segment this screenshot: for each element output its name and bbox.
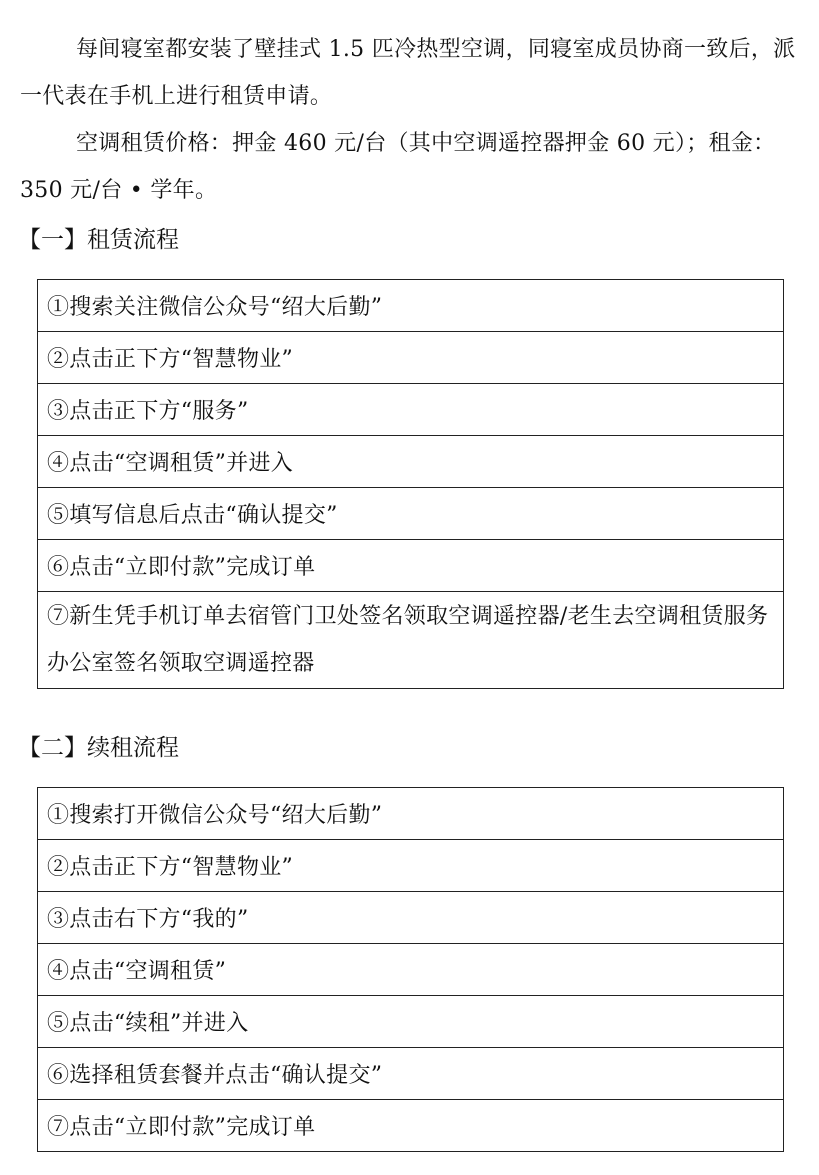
rental-step-3: ③点击正下方“服务” [38, 384, 784, 436]
renewal-step-1: ①搜索打开微信公众号“绍大后勤” [38, 788, 784, 840]
renewal-steps-table [37, 787, 784, 1152]
rental-step-4: ④点击“空调租赁”并进入 [38, 436, 784, 488]
table-row [38, 892, 784, 944]
table-row [38, 840, 784, 892]
table-row [38, 1100, 784, 1152]
table-row [38, 592, 784, 689]
rental-step-7: ⑦新生凭手机订单去宿管门卫处签名领取空调遥控器/老生去空调租赁服务办公室签名领取空调遥控器 [38, 592, 784, 689]
rental-step-1: ①搜索关注微信公众号“绍大后勤” [38, 280, 784, 332]
renewal-step-2: ②点击正下方“智慧物业” [38, 840, 784, 892]
rental-step-2: ②点击正下方“智慧物业” [38, 332, 784, 384]
table-row [38, 436, 784, 488]
table-row [38, 384, 784, 436]
table-row [38, 280, 784, 332]
intro-paragraph-1: 每间寝室都安装了壁挂式 1.5 匹冷热型空调，同寝室成员协商一致后，派一代表在手机上进行租赁申请。 [20, 37, 796, 109]
renewal-step-5: ⑤点击“续租”并进入 [38, 996, 784, 1048]
table-row [38, 944, 784, 996]
table-row [38, 1048, 784, 1100]
renewal-step-3: ③点击右下方“我的” [38, 892, 784, 944]
section-heading-renewal: 【二】续租流程 [18, 735, 179, 761]
rental-steps-table [37, 279, 784, 689]
intro-paragraph-2: 空调租赁价格：押金 460 元/台（其中空调遥控器押金 60 元）；租金：350 元/台 • 学年。 [20, 131, 776, 203]
renewal-step-4: ④点击“空调租赁” [38, 944, 784, 996]
table-row [38, 488, 784, 540]
section-heading-rental: 【一】租赁流程 [18, 227, 179, 253]
table-row [38, 540, 784, 592]
renewal-step-6: ⑥选择租赁套餐并点击“确认提交” [38, 1048, 784, 1100]
table-row [38, 788, 784, 840]
rental-step-5: ⑤填写信息后点击“确认提交” [38, 488, 784, 540]
renewal-step-7: ⑦点击“立即付款”完成订单 [38, 1100, 784, 1152]
table-row [38, 332, 784, 384]
table-row [38, 996, 784, 1048]
rental-step-6: ⑥点击“立即付款”完成订单 [38, 540, 784, 592]
